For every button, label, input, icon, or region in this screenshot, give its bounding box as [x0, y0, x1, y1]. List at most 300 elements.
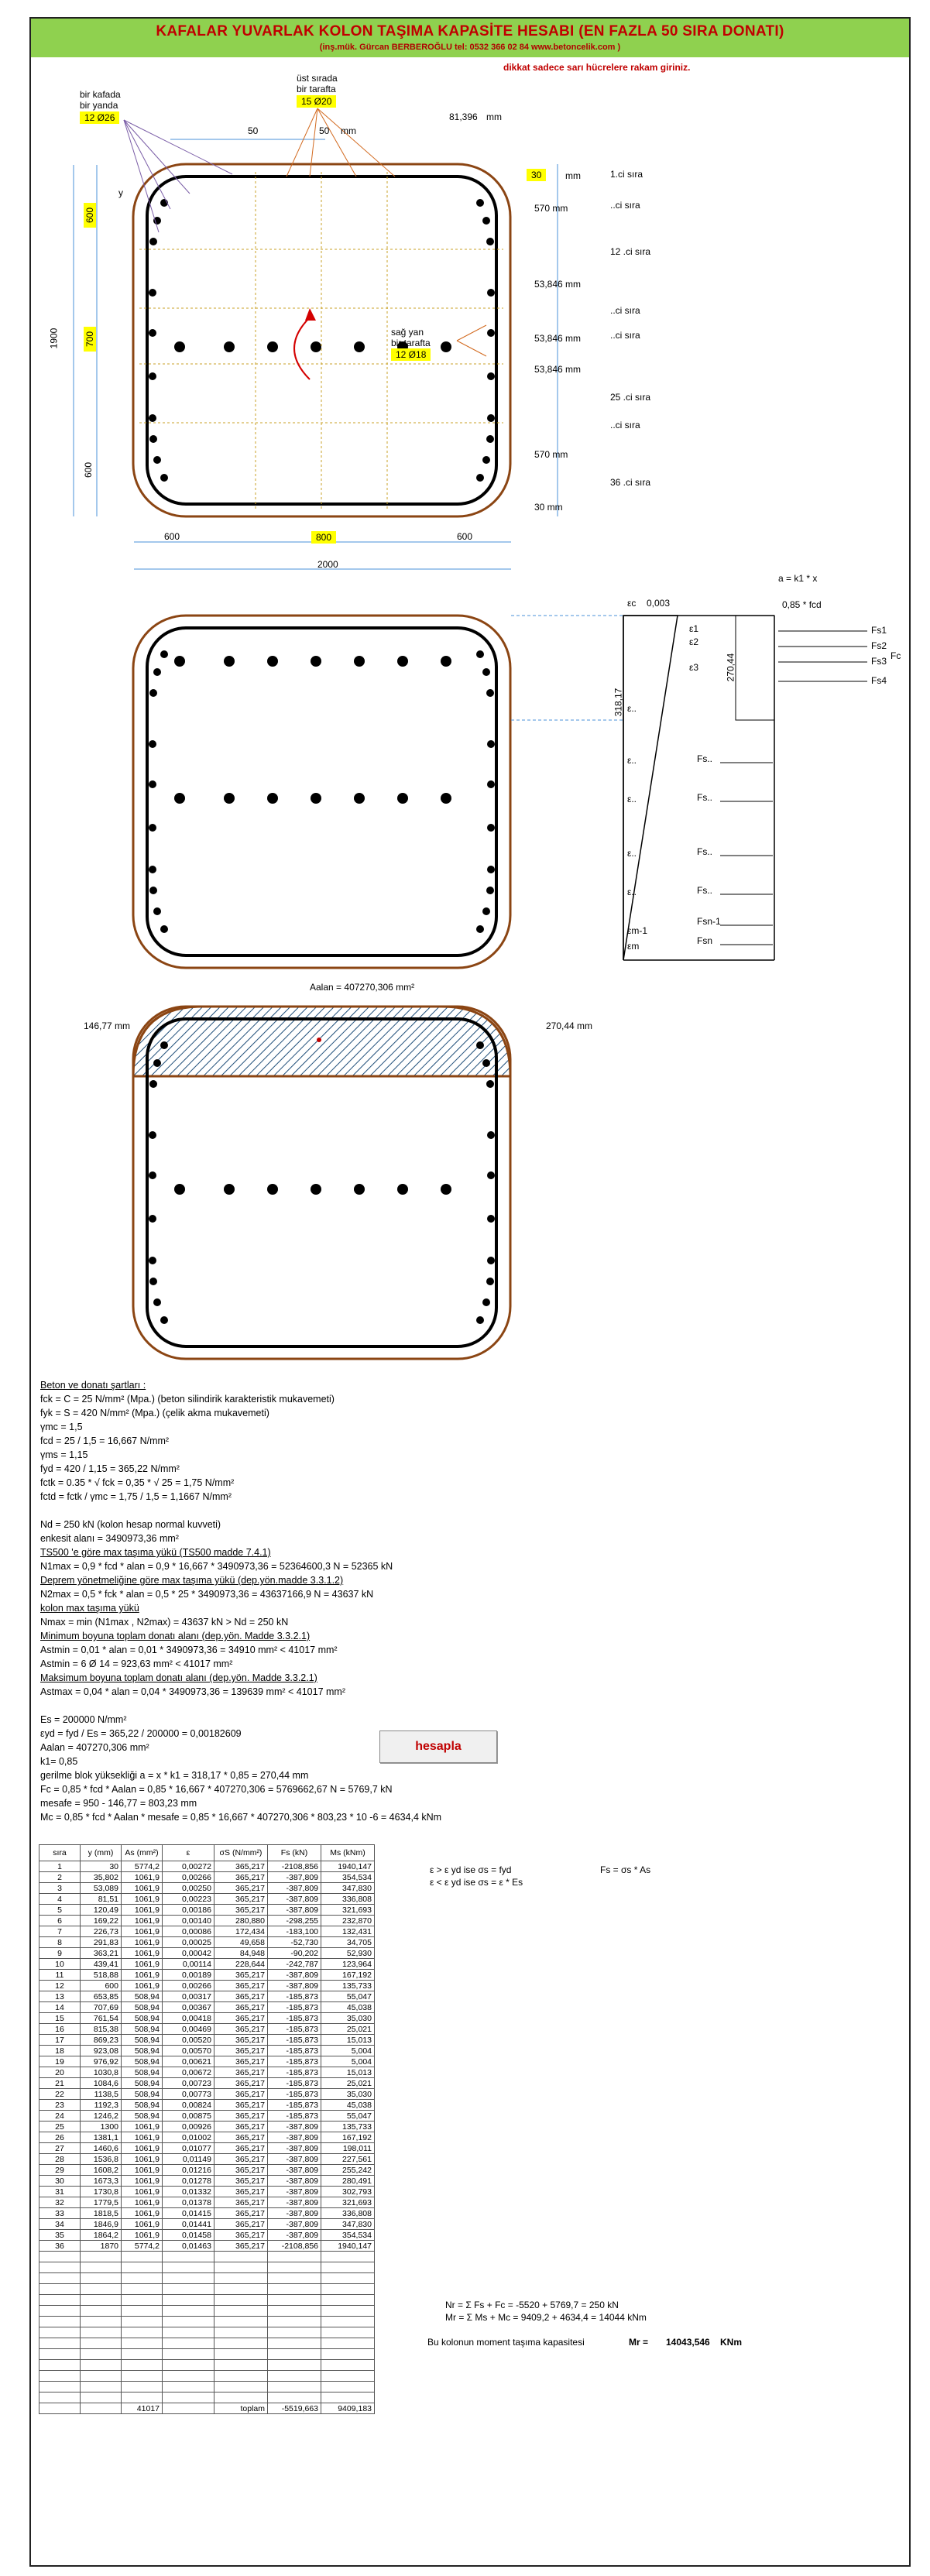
table-cell: 365,217: [214, 2089, 268, 2100]
table-cell: -387,809: [268, 1970, 321, 1981]
table-cell: 17: [39, 2035, 81, 2046]
calc-line: Maksimum boyuna toplam donatı alanı (dep.yön. Madde 3.3.2.1): [40, 1672, 317, 1683]
table-header-cell: ε: [163, 1845, 214, 1861]
table-cell: 15,013: [321, 2035, 375, 2046]
rebar: [354, 1184, 365, 1195]
table-row: [39, 2111, 375, 2122]
rebar: [476, 1041, 484, 1049]
table-cell: 35,802: [81, 1872, 122, 1883]
table-cell: 29: [39, 2165, 81, 2176]
table-cell: -185,873: [268, 2067, 321, 2078]
table-cell: 707,69: [81, 2002, 122, 2013]
table-cell: 365,217: [214, 2067, 268, 2078]
rebar: [149, 1171, 156, 1179]
table-cell: 508,94: [122, 2056, 163, 2067]
dim-50-a: 50: [248, 125, 259, 136]
table-cell: 34: [39, 2219, 81, 2230]
table-cell: 4: [39, 1894, 81, 1905]
table-cell: -298,255: [268, 1916, 321, 1926]
table-header-cell: As (mm²): [122, 1845, 163, 1861]
calc-line: N1max = 0,9 * fcd * alan = 0,9 * 16,667 * 3490973,36 = 52364600,3 N = 52365 kN: [40, 1561, 393, 1572]
table-cell: 10: [39, 1959, 81, 1970]
table-cell: 1940,147: [321, 1861, 375, 1872]
table-row: [39, 2132, 375, 2143]
row-label: ..ci sıra: [610, 200, 640, 211]
calc-line: Astmin = 0,01 * alan = 0,01 * 3490973,36 = 34910 mm² < 41017 mm²: [40, 1645, 338, 1655]
table-cell: 1061,9: [122, 2230, 163, 2241]
table-cell: 321,693: [321, 2197, 375, 2208]
table-cell: 81,51: [81, 1894, 122, 1905]
table-cell: 365,217: [214, 1883, 268, 1894]
table-cell: -387,809: [268, 2219, 321, 2230]
table-cell: 1061,9: [122, 1872, 163, 1883]
table-cell: 1864,2: [81, 2230, 122, 2241]
table-cell: 0,00042: [163, 1948, 214, 1959]
rule-2: ε < ε yd ise σs = ε * Es: [430, 1877, 523, 1888]
table-cell: 1381,1: [81, 2132, 122, 2143]
side-bars-input[interactable]: 12 Ø18: [391, 348, 431, 361]
table-cell: 20: [39, 2067, 81, 2078]
table-row-empty: [39, 2284, 375, 2295]
table-header-cell: y (mm): [81, 1845, 122, 1861]
warning-text: dikkat sadece sarı hücrelere rakam giriniz.: [503, 62, 691, 73]
strain-label: εm: [627, 941, 640, 952]
table-cell: 1061,9: [122, 1926, 163, 1937]
dim-146: 146,77 mm: [84, 1020, 131, 1031]
row-label: ..ci sıra: [610, 420, 640, 430]
table-cell: 302,793: [321, 2187, 375, 2197]
table-cell: 1061,9: [122, 1937, 163, 1948]
table-cell: 365,217: [214, 2035, 268, 2046]
table-cell: 15,013: [321, 2067, 375, 2078]
table-cell: -387,809: [268, 1883, 321, 1894]
table-cell: 1061,9: [122, 2132, 163, 2143]
table-cell: -387,809: [268, 2187, 321, 2197]
capacity-unit: KNm: [720, 2337, 743, 2348]
table-header-cell: sıra: [39, 1845, 81, 1861]
table-cell: 0,00672: [163, 2067, 214, 2078]
side-bars-label1: sağ yan: [391, 327, 424, 338]
table-cell: 0,00570: [163, 2046, 214, 2056]
calc-line: N2max = 0,5 * fck * alan = 0,5 * 25 * 3490973,36 = 43637166,9 N = 43637 kN: [40, 1589, 374, 1600]
row-spacing: 570 mm: [534, 449, 568, 460]
table-cell: 1061,9: [122, 1948, 163, 1959]
table-cell: 365,217: [214, 2078, 268, 2089]
results-table: [39, 1844, 375, 2414]
force-label: Fs4: [871, 675, 887, 686]
table-cell: 508,94: [122, 2035, 163, 2046]
rebar: [487, 1131, 495, 1139]
row-label: 36 .ci sıra: [610, 477, 651, 488]
table-cell: 0,00723: [163, 2078, 214, 2089]
row-label: ..ci sıra: [610, 330, 640, 341]
table-cell: 0,00621: [163, 2056, 214, 2067]
calc-line: mesafe = 950 - 146,77 = 803,23 mm: [40, 1798, 197, 1809]
calc-line: Deprem yönetmeliğine göre max taşıma yükü (dep.yön.madde 3.3.1.2): [40, 1575, 344, 1586]
force-label: Fs1: [871, 625, 887, 636]
table-cell: 0,01458: [163, 2230, 214, 2241]
top-bars-label1: üst sırada: [297, 73, 338, 84]
rule-fs: Fs = σs * As: [600, 1864, 651, 1875]
table-row: [39, 2143, 375, 2154]
fc-label: Fc: [891, 650, 901, 661]
table-row-empty: [39, 2392, 375, 2403]
table-cell: 35,030: [321, 2089, 375, 2100]
table-cell: 5774,2: [122, 2241, 163, 2252]
table-cell: 365,217: [214, 2187, 268, 2197]
table-cell: 53,089: [81, 1883, 122, 1894]
table-cell: -185,873: [268, 2046, 321, 2056]
h-top-input[interactable]: 600: [84, 203, 96, 228]
table-cell: 365,217: [214, 2154, 268, 2165]
strain-label: ε..: [627, 848, 637, 859]
rebar: [149, 1257, 156, 1264]
table-cell: 365,217: [214, 1872, 268, 1883]
table-row-empty: [39, 2349, 375, 2360]
table-cell: 291,83: [81, 1937, 122, 1948]
table-cell: -387,809: [268, 2230, 321, 2241]
table-cell: 365,217: [214, 2111, 268, 2122]
table-cell: 363,21: [81, 1948, 122, 1959]
table-cell: 508,94: [122, 2002, 163, 2013]
table-cell: 13: [39, 1991, 81, 2002]
nr-sum: Nr = Σ Fs + Fc = -5520 + 5769,7 = 250 kN: [445, 2300, 619, 2310]
table-cell: 365,217: [214, 2219, 268, 2230]
capacity-label: Bu kolonun moment taşıma kapasitesi: [427, 2337, 585, 2348]
table-cell: -387,809: [268, 2208, 321, 2219]
rebar: [486, 1278, 494, 1285]
table-cell: -387,809: [268, 1894, 321, 1905]
rebar: [174, 1184, 185, 1195]
rebar: [267, 1184, 278, 1195]
calc-line: Nmax = min (N1max , N2max) = 43637 kN > Nd = 250 kN: [40, 1617, 289, 1628]
table-cell: 16: [39, 2024, 81, 2035]
strain-label: ε..: [627, 887, 637, 897]
table-cell: 23: [39, 2100, 81, 2111]
table-cell: 0,00114: [163, 1959, 214, 1970]
table-cell: 1061,9: [122, 2143, 163, 2154]
table-cell: 280,880: [214, 1916, 268, 1926]
strain-label: ε..: [627, 703, 637, 714]
table-cell: -185,873: [268, 2100, 321, 2111]
table-cell: 5: [39, 1905, 81, 1916]
table-cell: 1061,9: [122, 1905, 163, 1916]
table-cell: 35: [39, 2230, 81, 2241]
table-cell: -185,873: [268, 2002, 321, 2013]
row-label: 25 .ci sıra: [610, 392, 651, 403]
table-cell: 321,693: [321, 1905, 375, 1916]
table-cell: -387,809: [268, 1981, 321, 1991]
table-cell: 5774,2: [122, 1861, 163, 1872]
table-cell: 1673,3: [81, 2176, 122, 2187]
table-cell: 30: [81, 1861, 122, 1872]
table-row: [39, 2056, 375, 2067]
table-row: [39, 1905, 375, 1916]
table-cell: 12: [39, 1981, 81, 1991]
table-row-empty: [39, 2306, 375, 2317]
table-cell: 508,94: [122, 2089, 163, 2100]
dim-50-b: 50: [319, 125, 330, 136]
table-cell: 1192,3: [81, 2100, 122, 2111]
rebar: [224, 1184, 235, 1195]
table-cell: 0,00418: [163, 2013, 214, 2024]
table-cell: 5,004: [321, 2046, 375, 2056]
table-cell: 255,242: [321, 2165, 375, 2176]
table-total-row: 41017 toplam -5519,663 9409,183: [39, 2403, 375, 2414]
rebar: [311, 1184, 321, 1195]
table-row-empty: [39, 2371, 375, 2382]
table-cell: 49,658: [214, 1937, 268, 1948]
table-row: [39, 2078, 375, 2089]
table-cell: 508,94: [122, 2078, 163, 2089]
table-cell: 600: [81, 1981, 122, 1991]
table-cell: 172,434: [214, 1926, 268, 1937]
calc-line: fyk = S = 420 N/mm² (Mpa.) (çelik akma mukavemeti): [40, 1406, 441, 1420]
head-bars-label1: bir kafada: [80, 89, 121, 100]
strain-label: ε2: [689, 636, 699, 647]
table-cell: 0,00086: [163, 1926, 214, 1937]
table-row: [39, 2002, 375, 2013]
table-cell: 365,217: [214, 2230, 268, 2241]
table-cell: 761,54: [81, 2013, 122, 2024]
table-cell: 347,830: [321, 1883, 375, 1894]
axis-y-label: y: [118, 187, 123, 198]
calc-line: fcd = 25 / 1,5 = 16,667 N/mm²: [40, 1435, 170, 1446]
formula-a: a = k1 * x: [778, 573, 818, 584]
table-cell: 1460,6: [81, 2143, 122, 2154]
table-cell: 36: [39, 2241, 81, 2252]
table-cell: 976,92: [81, 2056, 122, 2067]
table-cell: 354,534: [321, 2230, 375, 2241]
table-header-cell: σS (N/mm²): [214, 1845, 268, 1861]
table-cell: 336,808: [321, 1894, 375, 1905]
table-cell: 1061,9: [122, 2197, 163, 2208]
top-bars-input[interactable]: 15 Ø20: [297, 95, 336, 108]
fcd-label: 0,85 * fcd: [782, 599, 822, 610]
w-mid-input[interactable]: 800: [311, 531, 336, 544]
table-cell: 365,217: [214, 1981, 268, 1991]
table-cell: 365,217: [214, 1861, 268, 1872]
table-cell: -387,809: [268, 2143, 321, 2154]
table-cell: 508,94: [122, 2100, 163, 2111]
table-cell: 1730,8: [81, 2187, 122, 2197]
table-cell: 27: [39, 2143, 81, 2154]
table-cell: 365,217: [214, 2100, 268, 2111]
table-cell: 0,01463: [163, 2241, 214, 2252]
table-cell: 1061,9: [122, 1981, 163, 1991]
top-bars-label2: bir tarafta: [297, 84, 336, 94]
table-cell: 1061,9: [122, 1916, 163, 1926]
table-cell: 25: [39, 2122, 81, 2132]
table-cell: 55,047: [321, 2111, 375, 2122]
calc-line: Beton ve donatı şartları :: [40, 1380, 146, 1391]
table-cell: 0,00272: [163, 1861, 214, 1872]
table-cell: 120,49: [81, 1905, 122, 1916]
table-cell: 1940,147: [321, 2241, 375, 2252]
page-title: KAFALAR YUVARLAK KOLON TAŞIMA KAPASİTE HESABI (EN FAZLA 50 SIRA DONATI): [156, 23, 784, 39]
table-cell: 0,01149: [163, 2154, 214, 2165]
table-cell: 8: [39, 1937, 81, 1948]
table-cell: 45,038: [321, 2100, 375, 2111]
table-cell: 280,491: [321, 2176, 375, 2187]
mr-sum: Mr = Σ Ms + Mc = 9409,2 + 4634,4 = 14044 kNm: [445, 2312, 647, 2323]
calc-line: kolon max taşıma yükü: [40, 1603, 139, 1614]
table-cell: 0,00875: [163, 2111, 214, 2122]
table-cell: -242,787: [268, 1959, 321, 1970]
table-row: [39, 2046, 375, 2056]
table-cell: -185,873: [268, 2056, 321, 2067]
table-cell: 1084,6: [81, 2078, 122, 2089]
strain-label: ε..: [627, 755, 637, 766]
table-cell: -185,873: [268, 2013, 321, 2024]
calc-line: fyd = 420 / 1,15 = 365,22 N/mm²: [40, 1463, 180, 1474]
table-row-empty: [39, 2338, 375, 2349]
table-cell: 1061,9: [122, 2165, 163, 2176]
calc-line: εyd = fyd / Es = 365,22 / 200000 = 0,00182609: [40, 1728, 242, 1739]
table-cell: 135,733: [321, 1981, 375, 1991]
table-cell: 1061,9: [122, 2187, 163, 2197]
table-cell: 132,431: [321, 1926, 375, 1937]
head-bars-input[interactable]: 12 Ø26: [80, 111, 119, 124]
table-row: [39, 2100, 375, 2111]
row-label: 1.ci sıra: [610, 169, 643, 180]
table-cell: 0,00926: [163, 2122, 214, 2132]
table-cell: 365,217: [214, 1905, 268, 1916]
table-row: [39, 2241, 375, 2252]
table-row: [39, 2035, 375, 2046]
table-row: [39, 2067, 375, 2078]
table-cell: -387,809: [268, 1872, 321, 1883]
strain-label: εm-1: [627, 925, 648, 936]
row-spacing: 53,846 mm: [534, 279, 582, 290]
table-cell: 52,930: [321, 1948, 375, 1959]
table-cell: 508,94: [122, 1991, 163, 2002]
unit-mm: mm: [486, 111, 502, 122]
table-cell: 34,705: [321, 1937, 375, 1948]
capacity-value: 14043,546: [666, 2337, 710, 2348]
table-cell: 1061,9: [122, 1959, 163, 1970]
h-mid-input[interactable]: 700: [84, 327, 96, 352]
strain-ec-val: 0,003: [647, 598, 671, 609]
cover-input[interactable]: 30: [527, 169, 546, 181]
table-cell: -185,873: [268, 1991, 321, 2002]
table-cell: 365,217: [214, 2013, 268, 2024]
calc-line: Nd = 250 kN (kolon hesap normal kuvveti): [40, 1518, 441, 1532]
table-cell: 0,00025: [163, 1937, 214, 1948]
table-cell: 35,030: [321, 2013, 375, 2024]
table-header-cell: Fs (kN): [268, 1845, 321, 1861]
table-cell: 14: [39, 2002, 81, 2013]
table-cell: 0,01002: [163, 2132, 214, 2143]
table-cell: 365,217: [214, 2208, 268, 2219]
table-row: [39, 1894, 375, 1905]
table-cell: 84,948: [214, 1948, 268, 1959]
table-row-empty: [39, 2252, 375, 2262]
hesapla-button[interactable]: hesapla: [379, 1730, 497, 1763]
table-cell: 0,00266: [163, 1981, 214, 1991]
w-left: 600: [164, 531, 180, 542]
table-cell: 1246,2: [81, 2111, 122, 2122]
table-cell: 55,047: [321, 1991, 375, 2002]
calc-line: Es = 200000 N/mm²: [40, 1714, 127, 1725]
table-cell: 0,00266: [163, 1872, 214, 1883]
table-row: [39, 1937, 375, 1948]
rebar: [487, 1215, 495, 1223]
table-cell: -387,809: [268, 2132, 321, 2143]
table-cell: 0,01077: [163, 2143, 214, 2154]
table-cell: 1138,5: [81, 2089, 122, 2100]
side-bars-label2: bir tarafta: [391, 338, 431, 348]
table-cell: -2108,856: [268, 1861, 321, 1872]
table-cell: 3: [39, 1883, 81, 1894]
table-cell: 226,73: [81, 1926, 122, 1937]
force-label: Fs2: [871, 640, 887, 651]
table-cell: -387,809: [268, 2197, 321, 2208]
table-row: [39, 2230, 375, 2241]
force-label: Fs3: [871, 656, 887, 667]
table-cell: 365,217: [214, 2132, 268, 2143]
head-bars-label2: bir yanda: [80, 100, 118, 111]
capacity-mr: Mr =: [629, 2337, 649, 2348]
w-total: 2000: [317, 559, 338, 570]
table-row: [39, 1926, 375, 1937]
table-cell: 923,08: [81, 2046, 122, 2056]
table-row-empty: [39, 2317, 375, 2327]
strain-label: ε..: [627, 794, 637, 804]
calc-line: Astmax = 0,04 * alan = 0,04 * 3490973,36 = 139639 mm² < 41017 mm²: [40, 1686, 346, 1697]
table-row: [39, 1970, 375, 1981]
table-cell: -387,809: [268, 1905, 321, 1916]
force-label: Fs..: [697, 753, 712, 764]
table-cell: 518,88: [81, 1970, 122, 1981]
calc-line: Astmin = 6 Ø 14 = 923,63 mm² < 41017 mm²: [40, 1658, 233, 1669]
table-cell: 508,94: [122, 2111, 163, 2122]
force-label: Fs..: [697, 792, 712, 803]
table-cell: 1061,9: [122, 2154, 163, 2165]
dim-81: 81,396: [449, 111, 478, 122]
table-cell: 0,00223: [163, 1894, 214, 1905]
table-cell: 21: [39, 2078, 81, 2089]
table-cell: 167,192: [321, 1970, 375, 1981]
table-row: [39, 1959, 375, 1970]
rebar: [482, 1298, 490, 1306]
table-cell: 228,644: [214, 1959, 268, 1970]
h-total: 1900: [48, 328, 60, 349]
aalan-label: Aalan = 407270,306 mm²: [310, 982, 415, 993]
h-bot: 600: [83, 461, 94, 478]
table-cell: 508,94: [122, 2013, 163, 2024]
force-label: Fsn-1: [697, 916, 721, 927]
table-cell: 15: [39, 2013, 81, 2024]
table-cell: 1061,9: [122, 2176, 163, 2187]
table-cell: 33: [39, 2208, 81, 2219]
force-label: Fsn: [697, 935, 713, 946]
table-cell: 1061,9: [122, 1894, 163, 1905]
table-cell: 508,94: [122, 2024, 163, 2035]
strain-label: ε3: [689, 662, 699, 673]
table-row: [39, 1981, 375, 1991]
table-cell: 365,217: [214, 2176, 268, 2187]
calc-line: Fc = 0,85 * fcd * Aalan = 0,85 * 16,667 * 407270,306 = 5769662,67 N = 5769,7 kN: [40, 1784, 393, 1795]
row-label: ..ci sıra: [610, 305, 640, 316]
table-row: [39, 2187, 375, 2197]
force-label: Fs..: [697, 885, 712, 896]
table-cell: 347,830: [321, 2219, 375, 2230]
calc-line: γms = 1,15: [40, 1448, 441, 1462]
calc-line: enkesit alanı = 3490973,36 mm²: [40, 1533, 179, 1544]
row-spacing: 53,846 mm: [534, 333, 582, 344]
table-cell: 336,808: [321, 2208, 375, 2219]
